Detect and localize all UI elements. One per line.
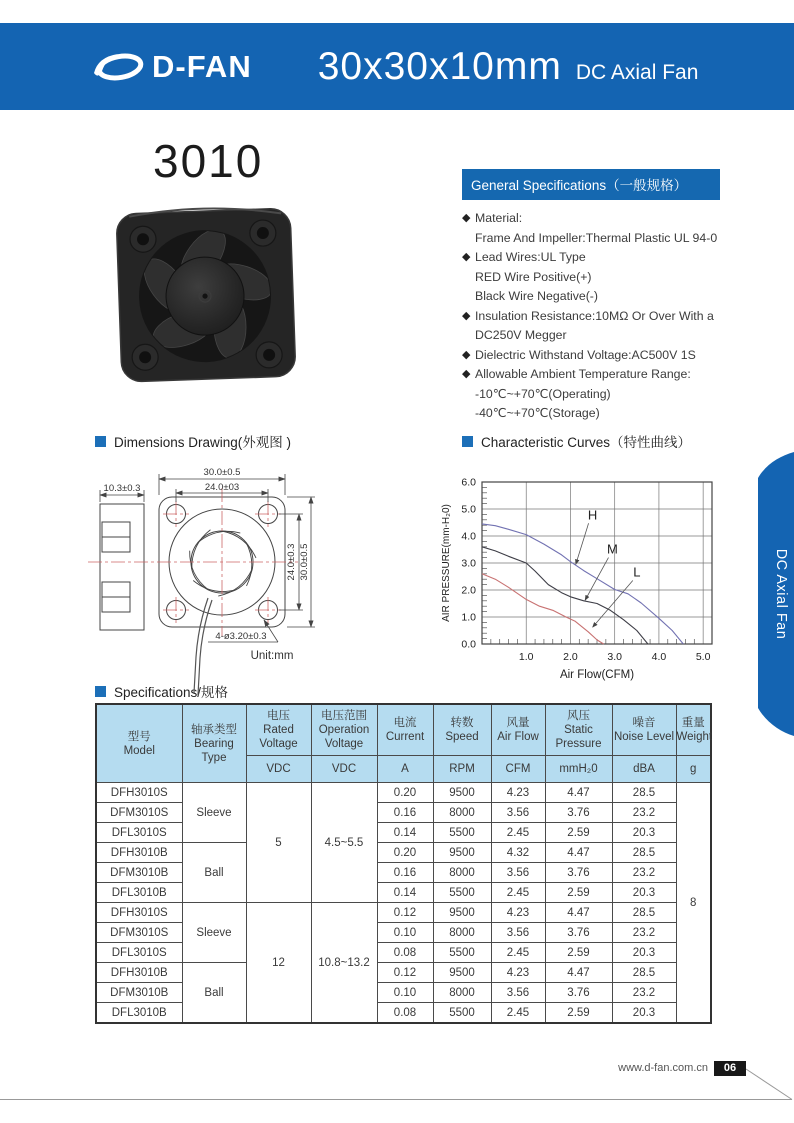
- column-header: 轴承类型 Bearing Type: [182, 704, 246, 783]
- dim-frame-width-label: 30.0±0.5: [203, 467, 241, 478]
- specifications-table: [95, 703, 712, 1024]
- spec-list-item-text: DC250V Megger: [475, 328, 567, 342]
- diamond-bullet-icon: ◆: [462, 309, 471, 322]
- brand-name: D-FAN: [152, 48, 252, 84]
- spec-list-item: [462, 268, 720, 288]
- speed-cell: 8000: [433, 803, 491, 823]
- noise-cell: 28.5: [612, 783, 676, 803]
- static-pressure-cell: 4.47: [545, 963, 612, 983]
- spec-list-item: [462, 248, 720, 268]
- current-cell: 0.16: [377, 803, 433, 823]
- spec-list-item: [462, 385, 720, 405]
- current-cell: 0.16: [377, 863, 433, 883]
- y-tick-label: 0.0: [461, 638, 476, 651]
- column-header: 风压 Static Pressure: [545, 704, 612, 756]
- rated-voltage-cell: 12: [246, 903, 311, 1024]
- static-pressure-cell: 3.76: [545, 983, 612, 1003]
- section-bullet-icon: [95, 436, 106, 447]
- y-tick-label: 6.0: [461, 476, 476, 489]
- column-unit: RPM: [433, 756, 491, 783]
- static-pressure-cell: 2.59: [545, 1003, 612, 1024]
- model-cell: DFH3010S: [96, 903, 182, 923]
- x-tick-label: 4.0: [651, 651, 667, 663]
- spec-list-item-text: Material:: [475, 211, 523, 225]
- general-specifications-list: [462, 209, 720, 424]
- page-number-badge: 06: [714, 1061, 746, 1076]
- static-pressure-cell: 2.59: [545, 883, 612, 903]
- static-pressure-cell: 2.59: [545, 943, 612, 963]
- current-cell: 0.14: [377, 883, 433, 903]
- model-cell: DFL3010S: [96, 823, 182, 843]
- curve-M: [482, 547, 648, 644]
- table-row: [96, 843, 711, 863]
- air-flow-cell: 3.56: [491, 803, 545, 823]
- y-tick-label: 2.0: [461, 584, 476, 597]
- noise-cell: 20.3: [612, 943, 676, 963]
- x-tick-label: 1.0: [518, 651, 534, 663]
- column-unit: A: [377, 756, 433, 783]
- spec-list-item-text: Frame And Impeller:Thermal Plastic UL 94-0: [475, 230, 718, 245]
- brand-logo: [90, 49, 252, 85]
- dimensions-section-title: Dimensions Drawing(外观图 ): [114, 435, 292, 450]
- curve-label-leader: [576, 523, 589, 564]
- bearing-cell: Ball: [182, 843, 246, 903]
- current-cell: 0.20: [377, 783, 433, 803]
- model-cell: DFL3010B: [96, 883, 182, 903]
- air-flow-cell: 3.56: [491, 923, 545, 943]
- column-header: 电流 Current: [377, 704, 433, 756]
- general-specifications-title: General Specifications（一般规格）: [462, 169, 720, 200]
- noise-cell: 20.3: [612, 883, 676, 903]
- column-header: 型号 Model: [96, 704, 182, 783]
- air-flow-cell: 4.23: [491, 783, 545, 803]
- spec-list-item: [462, 346, 720, 366]
- column-header: 电压范围 Operation Voltage: [311, 704, 377, 756]
- model-cell: DFL3010S: [96, 943, 182, 963]
- section-bullet-icon: [462, 436, 473, 447]
- curve-label-H: H: [587, 507, 598, 523]
- model-cell: DFM3010S: [96, 803, 182, 823]
- current-cell: 0.10: [377, 983, 433, 1003]
- x-axis-title: Air Flow(CFM): [559, 669, 635, 681]
- curves-section-title: Characteristic Curves（特性曲线）: [481, 435, 692, 450]
- noise-cell: 23.2: [612, 803, 676, 823]
- spec-table-body: [96, 783, 711, 1024]
- column-unit: g: [676, 756, 711, 783]
- noise-cell: 20.3: [612, 823, 676, 843]
- noise-cell: 23.2: [612, 923, 676, 943]
- model-cell: DFH3010B: [96, 963, 182, 983]
- noise-cell: 28.5: [612, 903, 676, 923]
- air-flow-cell: 3.56: [491, 983, 545, 1003]
- side-tab: [750, 446, 794, 742]
- diamond-bullet-icon: ◆: [462, 212, 471, 224]
- characteristic-chart: [436, 456, 736, 696]
- static-pressure-cell: 4.47: [545, 903, 612, 923]
- current-cell: 0.20: [377, 843, 433, 863]
- static-pressure-cell: 3.76: [545, 923, 612, 943]
- speed-cell: 9500: [433, 783, 491, 803]
- column-header: 电压 Rated Voltage: [246, 704, 311, 756]
- curve-label-leader: [585, 558, 608, 601]
- spec-list-item-text: -40℃~+70℃(Storage): [475, 406, 600, 420]
- spec-list-item: [462, 365, 720, 385]
- bearing-cell: Ball: [182, 963, 246, 1024]
- column-unit: dBA: [612, 756, 676, 783]
- speed-cell: 9500: [433, 963, 491, 983]
- table-row: [96, 783, 711, 803]
- operation-voltage-cell: 4.5~5.5: [311, 783, 377, 903]
- column-unit: VDC: [311, 756, 377, 783]
- rated-voltage-cell: 5: [246, 783, 311, 903]
- dim-thickness-label: 10.3±0.3: [103, 483, 141, 494]
- static-pressure-cell: 4.47: [545, 843, 612, 863]
- y-tick-label: 1.0: [461, 611, 476, 624]
- static-pressure-cell: 3.76: [545, 803, 612, 823]
- speed-cell: 5500: [433, 1003, 491, 1024]
- bearing-cell: Sleeve: [182, 903, 246, 963]
- diamond-bullet-icon: ◆: [462, 251, 471, 263]
- diamond-bullet-icon: ◆: [462, 348, 471, 361]
- spec-list-item-text: -10℃~+70℃(Operating): [475, 386, 611, 401]
- bearing-cell: Sleeve: [182, 783, 246, 843]
- model-cell: DFH3010B: [96, 843, 182, 863]
- current-cell: 0.08: [377, 1003, 433, 1024]
- current-cell: 0.10: [377, 923, 433, 943]
- spec-list-item: [462, 307, 720, 327]
- column-unit: CFM: [491, 756, 545, 783]
- air-flow-cell: 2.45: [491, 943, 545, 963]
- spec-list-item-text: Dielectric Withstand Voltage:AC500V 1S: [475, 347, 696, 362]
- column-header: 转数 Speed: [433, 704, 491, 756]
- noise-cell: 23.2: [612, 863, 676, 883]
- noise-cell: 28.5: [612, 843, 676, 863]
- y-tick-label: 3.0: [461, 557, 476, 570]
- weight-cell: 8: [676, 783, 711, 1024]
- spec-table-header: [96, 704, 711, 783]
- curve-label-L: L: [633, 564, 641, 580]
- air-flow-cell: 2.45: [491, 883, 545, 903]
- column-header: 噪音 Noise Level: [612, 704, 676, 756]
- static-pressure-cell: 2.59: [545, 823, 612, 843]
- spec-list-item-text: Lead Wires:UL Type: [475, 250, 586, 264]
- column-unit: VDC: [246, 756, 311, 783]
- model-cell: DFH3010S: [96, 783, 182, 803]
- noise-cell: 20.3: [612, 1003, 676, 1024]
- current-cell: 0.12: [377, 903, 433, 923]
- model-cell: DFM3010B: [96, 983, 182, 1003]
- spec-list-item: [462, 404, 720, 424]
- column-header: 风量 Air Flow: [491, 704, 545, 756]
- spec-list-item-text: RED Wire Positive(+): [475, 269, 592, 284]
- y-tick-label: 5.0: [461, 503, 476, 516]
- page-header: [0, 23, 794, 110]
- dimensions-drawing: [86, 452, 446, 702]
- current-cell: 0.12: [377, 963, 433, 983]
- spec-list-item: [462, 209, 720, 229]
- dim-hole-pitch-h-label: 24.0±03: [204, 482, 240, 493]
- model-number: 3010: [153, 135, 264, 187]
- dim-hole-pitch-v-label: 24.0±0.3: [286, 543, 297, 581]
- spec-table-section-title: Specifications/规格: [114, 685, 229, 700]
- static-pressure-cell: 4.47: [545, 783, 612, 803]
- air-flow-cell: 4.23: [491, 903, 545, 923]
- spec-list-item: [462, 287, 720, 307]
- model-cell: DFM3010B: [96, 863, 182, 883]
- curves-section-heading: [462, 431, 691, 451]
- air-flow-cell: 4.32: [491, 843, 545, 863]
- fan-product-photo: [112, 200, 304, 390]
- speed-cell: 5500: [433, 823, 491, 843]
- curve-L: [482, 574, 604, 644]
- air-flow-cell: 2.45: [491, 1003, 545, 1024]
- speed-cell: 8000: [433, 983, 491, 1003]
- current-cell: 0.14: [377, 823, 433, 843]
- operation-voltage-cell: 10.8~13.2: [311, 903, 377, 1024]
- air-flow-cell: 3.56: [491, 863, 545, 883]
- static-pressure-cell: 3.76: [545, 863, 612, 883]
- y-tick-label: 4.0: [461, 530, 476, 543]
- x-tick-label: 2.0: [563, 651, 578, 663]
- speed-cell: 9500: [433, 903, 491, 923]
- general-specifications-panel: [462, 169, 720, 424]
- x-tick-label: 3.0: [607, 651, 622, 663]
- column-header: 重量 Weight: [676, 704, 711, 756]
- curve-label-M: M: [607, 541, 618, 557]
- air-flow-cell: 2.45: [491, 823, 545, 843]
- column-unit: mmH₂0: [545, 756, 612, 783]
- page-title: 30x30x10mm: [317, 44, 562, 88]
- spec-list-item-text: Allowable Ambient Temperature Range:: [475, 367, 691, 381]
- y-axis-title: AIR PRESSURE(mm-H₂0): [441, 504, 452, 622]
- dimensions-section-heading: [95, 431, 291, 451]
- spec-list-item: [462, 326, 720, 346]
- model-cell: DFM3010S: [96, 923, 182, 943]
- noise-cell: 23.2: [612, 983, 676, 1003]
- website-link[interactable]: www.d-fan.com.cn: [618, 1062, 708, 1074]
- fan-logo-icon: [90, 49, 144, 85]
- dim-hole-dia-label: 4-ø3.20±0.3: [215, 631, 267, 642]
- table-row: [96, 903, 711, 923]
- speed-cell: 9500: [433, 843, 491, 863]
- dim-unit-label: Unit:mm: [250, 650, 294, 662]
- table-row: [96, 963, 711, 983]
- x-tick-label: 5.0: [695, 651, 711, 663]
- spec-list-item-text: Black Wire Negative(-): [475, 289, 598, 303]
- speed-cell: 5500: [433, 883, 491, 903]
- dim-frame-height-label: 30.0±0.5: [299, 543, 310, 581]
- page-subtitle: DC Axial Fan: [575, 60, 699, 84]
- speed-cell: 5500: [433, 943, 491, 963]
- side-tab-label: DC Axial Fan: [773, 548, 789, 640]
- current-cell: 0.08: [377, 943, 433, 963]
- spec-list-item: [462, 229, 720, 249]
- air-flow-cell: 4.23: [491, 963, 545, 983]
- speed-cell: 8000: [433, 863, 491, 883]
- noise-cell: 28.5: [612, 963, 676, 983]
- speed-cell: 8000: [433, 923, 491, 943]
- spec-list-item-text: Insulation Resistance:10MΩ Or Over With a: [475, 308, 714, 323]
- diamond-bullet-icon: ◆: [462, 368, 471, 380]
- model-cell: DFL3010B: [96, 1003, 182, 1024]
